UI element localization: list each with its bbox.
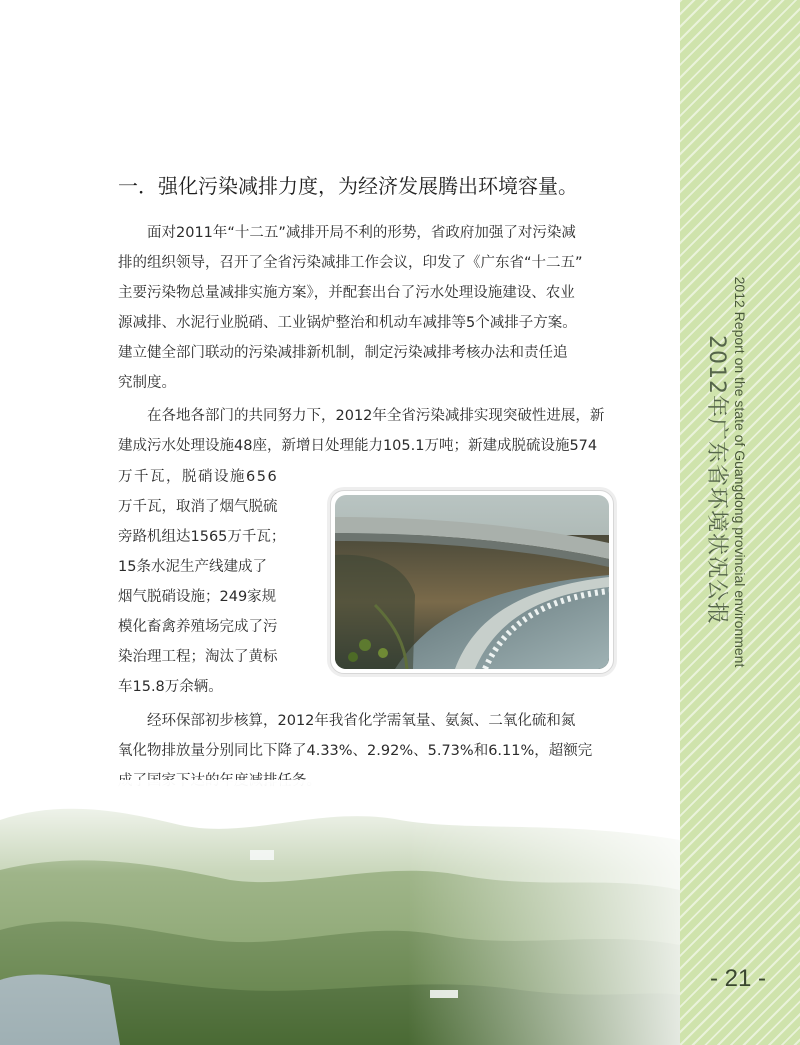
paragraph-line: 在各地各部门的共同努力下，2012年全省污染减排实现突破性进展，新	[147, 408, 605, 424]
sidebar-english-title: 2012 Report on the state of Guangdong provincial environment	[732, 276, 748, 668]
paragraph-line: 氧化物排放量分别同比下降了4.33%、2.92%、5.73%和6.11%，超额完	[118, 743, 593, 759]
sidebar-chinese-title: 2012年广东省环境状况公报	[704, 335, 729, 625]
paragraph-line: 染治理工程；淘汰了黄标	[118, 649, 278, 665]
paragraph-line: 旁路机组达1565万千瓦；	[118, 529, 286, 545]
paragraph-line: 经环保部初步核算，2012年我省化学需氧量、氨氮、二氧化硫和氮	[147, 713, 576, 729]
paragraph-line: 模化畜禽养殖场完成了污	[118, 619, 278, 635]
page-number: - 21 -	[709, 965, 766, 992]
paragraph-line: 面对2011年“十二五”减排开局不利的形势，省政府加强了对污染减	[147, 225, 576, 241]
section-heading: 一．强化污染减排力度，为经济发展腾出环境容量。	[118, 174, 578, 198]
paragraph-line: 万千瓦，脱硝设施656	[118, 469, 279, 485]
paragraph-line: 建立健全部门联动的污染减排新机制，制定污染减排考核办法和责任追	[118, 345, 568, 361]
paragraph-line: 排的组织领导，召开了全省污染减排工作会议，印发了《广东省“十二五”	[118, 255, 583, 271]
paragraph-line: 万千瓦，取消了烟气脱硫	[118, 499, 278, 515]
paragraph-line: 烟气脱硝设施；249家规	[118, 589, 277, 605]
paragraph-line: 建成污水处理设施48座，新增日处理能力105.1万吨；新建成脱硫设施574	[118, 438, 598, 454]
paragraph-line: 15条水泥生产线建成了	[118, 559, 267, 575]
photo-image	[335, 495, 609, 669]
wastewater-tank-photo	[330, 490, 614, 674]
paragraph-line: 源减排、水泥行业脱硝、工业锅炉整治和机动车减排等5个减排子方案。	[118, 315, 577, 331]
paragraph-line: 究制度。	[118, 375, 176, 391]
mountain-landscape-illustration	[0, 780, 680, 1045]
paragraph-line: 车15.8万余辆。	[118, 679, 223, 695]
paragraph-line: 主要污染物总量减排实施方案》，并配套出台了污水处理设施建设、农业	[118, 285, 575, 301]
